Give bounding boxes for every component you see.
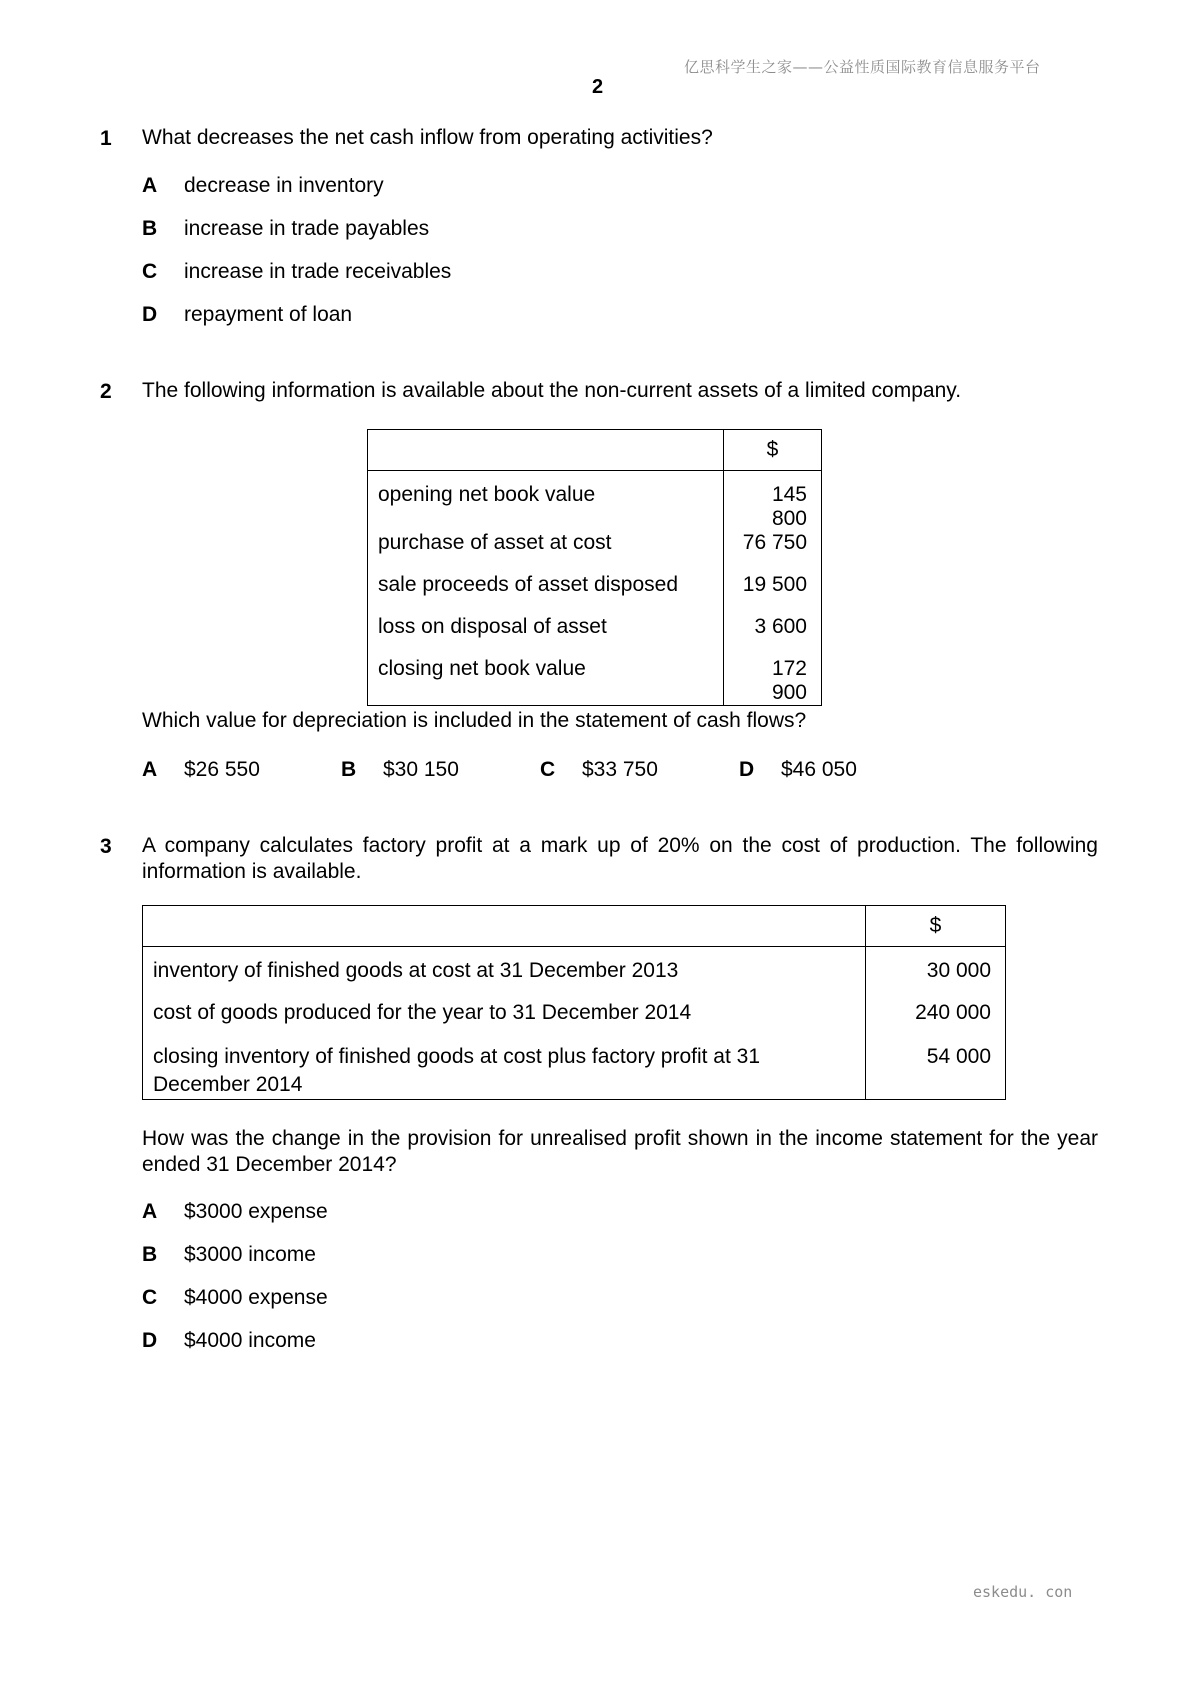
question-3-prompt: How was the change in the provision for unrealised profit shown in the income statement for the year ended 31 December 2014? [142,1127,1098,1176]
q3-option-c-text: $4000 expense [184,1286,328,1309]
row-label: loss on disposal of asset [378,615,607,638]
watermark-header: 亿思科学生之家——公益性质国际教育信息服务平台 [684,58,1041,76]
row-amount: 19 500 [724,573,822,615]
table-row [368,573,822,615]
table-header-amount: $ [866,906,1006,947]
non-current-assets-table [367,429,822,706]
page-number: 2 [592,76,604,98]
row-label: opening net book value [378,483,596,506]
q2-option-d-text: $46 050 [781,758,857,781]
q3-option-b-text: $3000 income [184,1243,316,1266]
row-amount: 172 900 [724,657,822,706]
table-row [143,989,1006,1031]
q2-option-d-letter: D [739,758,755,781]
row-label: inventory of finished goods at cost at 31 December 2013 [153,959,679,982]
row-label: cost of goods produced for the year to 31 December 2014 [153,1001,692,1024]
row-amount: 30 000 [866,947,1006,990]
table-row [368,531,822,573]
q1-option-c-letter: C [142,260,158,283]
q1-option-a-letter: A [142,174,158,197]
watermark-footer: eskedu. con [973,1583,1073,1601]
q3-option-d-letter: D [142,1329,158,1352]
table-header-label [143,906,866,947]
question-1-stem: What decreases the net cash inflow from operating activities? [142,126,713,149]
table-header-row [368,430,822,471]
q2-option-c-letter: C [540,758,556,781]
q2-option-b-text: $30 150 [383,758,459,781]
row-label: closing inventory of finished goods at cost plus factory profit at 31 December 2014 [153,1045,761,1096]
q3-option-c-letter: C [142,1286,158,1309]
factory-profit-table [142,905,1006,1100]
q1-option-a-text: decrease in inventory [184,174,384,197]
question-2-number: 2 [100,380,112,403]
table-row [368,657,822,706]
q1-option-b-text: increase in trade payables [184,217,430,240]
row-amount: 240 000 [866,989,1006,1031]
q1-option-c-text: increase in trade receivables [184,260,452,283]
q3-option-b-letter: B [142,1243,158,1266]
q3-option-d-text: $4000 income [184,1329,316,1352]
table-header-row [143,906,1006,947]
question-2-prompt: Which value for depreciation is included in the statement of cash flows? [142,709,807,732]
row-label: closing net book value [378,657,586,680]
question-1-number: 1 [100,127,112,150]
row-amount: 3 600 [724,615,822,657]
question-3-number: 3 [100,835,112,858]
table-row [143,947,1006,990]
q1-option-d-text: repayment of loan [184,303,353,326]
question-2-stem: The following information is available about the non-current assets of a limited company. [142,379,962,402]
q3-option-a-text: $3000 expense [184,1200,328,1223]
question-3-stem: A company calculates factory profit at a mark up of 20% on the cost of production. The following information is available. [142,834,1098,883]
table-row [368,471,822,532]
table-header-label [368,430,724,471]
table-row [143,1031,1006,1100]
q2-option-a-letter: A [142,758,158,781]
table-header-amount: $ [724,430,822,471]
row-label: sale proceeds of asset disposed [378,573,679,596]
q1-option-d-letter: D [142,303,158,326]
table-row [368,615,822,657]
q3-option-a-letter: A [142,1200,158,1223]
q2-option-a-text: $26 550 [184,758,260,781]
row-amount: 76 750 [724,531,822,573]
row-label: purchase of asset at cost [378,531,612,554]
row-amount: 54 000 [866,1031,1006,1100]
q2-option-c-text: $33 750 [582,758,658,781]
q2-option-b-letter: B [341,758,357,781]
row-amount: 145 800 [724,471,822,532]
q1-option-b-letter: B [142,217,158,240]
